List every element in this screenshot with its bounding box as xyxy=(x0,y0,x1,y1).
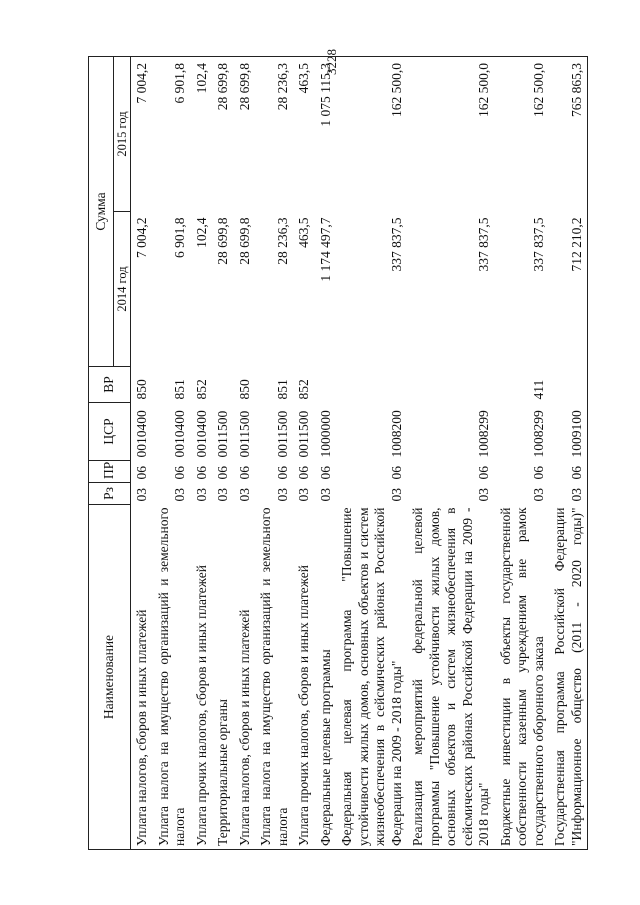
row-pr: 06 xyxy=(236,466,252,480)
header-name: Наименование xyxy=(89,505,131,850)
row-vr xyxy=(407,367,495,403)
row-csr: 0011500 xyxy=(274,410,290,458)
header-pr: ПР xyxy=(89,461,131,483)
row-rz: 03 xyxy=(193,488,209,502)
row-sum-2015: 6 901,8 xyxy=(153,56,191,211)
row-sum-2015: 102,4 xyxy=(191,56,213,211)
row-csr: 1000000 xyxy=(317,410,333,458)
budget-table-page xyxy=(88,57,584,850)
table-row xyxy=(255,56,293,849)
header-year-2014: 2014 год xyxy=(114,212,131,367)
row-name: Федеральные целевые программы xyxy=(315,505,337,850)
row-csr: 1008200 xyxy=(388,410,404,458)
row-vr xyxy=(336,367,407,403)
row-pr: 06 xyxy=(296,466,311,480)
row-rz: 03 xyxy=(549,483,588,505)
header-year-2015: 2015 год xyxy=(114,56,131,211)
row-vr xyxy=(549,367,588,403)
row-sum-2015: 28 236,3 xyxy=(255,56,293,211)
row-name: Уплата налога на имущество организаций и земельного налога xyxy=(153,505,191,850)
row-csr: 1009100 xyxy=(549,403,588,461)
budget-table xyxy=(88,56,588,850)
table-body xyxy=(131,56,588,849)
row-pr: 06 xyxy=(215,466,230,480)
row-vr: 850 xyxy=(236,379,252,400)
header-sum: Сумма xyxy=(89,56,114,366)
row-csr: 0011500 xyxy=(296,410,311,458)
row-rz: 03 xyxy=(215,488,230,502)
row-vr: 411 xyxy=(530,379,546,400)
table-row xyxy=(549,56,588,849)
row-name: Реализация мероприятий федеральной целевой программы "Повышение устойчивости жилых домов, основных объектов и систем жизнеобеспечения в сейсмических районах Российской Федерации на 2009 - 2018 годы" xyxy=(407,505,495,850)
row-name: Уплата налогов, сборов и иных платежей xyxy=(131,505,153,850)
row-name: Бюджетные инвестиции в объекты государственной собственности казенным учреждениям вне рамок государственного оборонного заказа xyxy=(495,505,550,850)
row-name: Уплата прочих налогов, сборов и иных платежей xyxy=(293,505,315,850)
row-rz: 03 xyxy=(134,488,149,502)
row-csr: 1008299 xyxy=(476,410,491,458)
row-csr: 0010400 xyxy=(172,410,187,458)
row-sum-2014: 337 837,5 xyxy=(476,217,491,272)
row-rz: 03 xyxy=(296,488,311,502)
row-sum-2014: 28 236,3 xyxy=(274,217,290,265)
row-sum-2015: 463,5 xyxy=(293,56,315,211)
row-sum-2015: 28 699,8 xyxy=(212,56,234,211)
row-rz: 03 xyxy=(172,488,187,502)
table-row xyxy=(407,56,495,849)
row-csr: 0010400 xyxy=(134,410,149,458)
row-rz: 03 xyxy=(274,488,290,502)
row-vr: 850 xyxy=(134,379,149,400)
row-pr: 06 xyxy=(274,466,290,480)
row-vr: 851 xyxy=(274,379,290,400)
row-vr xyxy=(315,367,337,403)
row-sum-2014: 463,5 xyxy=(296,217,311,248)
row-csr: 0011500 xyxy=(236,410,252,458)
row-sum-2014: 337 837,5 xyxy=(530,217,546,272)
row-name: Государственная программа Российской Федерации "Информационное общество (2011 - 2020 годы)" xyxy=(549,505,588,850)
row-sum-2015: 162 500,0 xyxy=(336,56,407,211)
header-rz: Рз xyxy=(89,483,131,505)
row-rz: 03 xyxy=(388,488,404,502)
table-row xyxy=(153,56,191,849)
row-pr: 06 xyxy=(317,466,333,480)
table-row xyxy=(293,56,315,849)
row-sum-2015: 7 004,2 xyxy=(131,56,153,211)
row-name: Территориальные органы xyxy=(212,505,234,850)
row-vr: 852 xyxy=(296,379,311,400)
row-pr: 06 xyxy=(476,466,491,480)
table-header xyxy=(89,56,131,849)
row-rz: 03 xyxy=(530,488,546,502)
row-csr: 0010400 xyxy=(193,410,209,458)
row-sum-2014: 712 210,2 xyxy=(549,212,588,367)
row-pr: 06 xyxy=(172,466,187,480)
row-pr: 06 xyxy=(134,466,149,480)
header-csr: ЦСР xyxy=(89,403,131,461)
row-sum-2015: 162 500,0 xyxy=(495,56,550,211)
row-vr: 851 xyxy=(172,379,187,400)
row-rz: 03 xyxy=(236,488,252,502)
row-sum-2015: 162 500,0 xyxy=(407,56,495,211)
row-sum-2014: 1 174 497,7 xyxy=(317,217,333,282)
row-name: Уплата прочих налогов, сборов и иных платежей xyxy=(191,505,213,850)
row-sum-2014: 28 699,8 xyxy=(215,217,230,265)
row-pr: 06 xyxy=(388,466,404,480)
row-sum-2014: 7 004,2 xyxy=(134,217,149,258)
page-number: 3228 xyxy=(324,49,339,75)
row-pr: 06 xyxy=(549,461,588,483)
table-row xyxy=(315,56,337,849)
row-rz: 03 xyxy=(317,488,333,502)
row-pr: 06 xyxy=(193,466,209,480)
table-row xyxy=(336,56,407,849)
row-sum-2015: 765 865,3 xyxy=(549,56,588,211)
row-sum-2014: 6 901,8 xyxy=(172,217,187,258)
row-sum-2015: 1 075 115,3 xyxy=(315,56,337,211)
row-sum-2014: 337 837,5 xyxy=(388,217,404,272)
row-sum-2015: 28 699,8 xyxy=(234,56,256,211)
table-row xyxy=(234,56,256,849)
row-vr xyxy=(212,367,234,403)
row-vr: 852 xyxy=(193,379,209,400)
table-row xyxy=(131,56,153,849)
row-name: Уплата налогов, сборов и иных платежей xyxy=(234,505,256,850)
row-pr: 06 xyxy=(530,466,546,480)
row-name: Уплата налога на имущество организаций и земельного налога xyxy=(255,505,293,850)
table-row xyxy=(495,56,550,849)
row-name: Федеральная целевая программа "Повышение устойчивости жилых домов, основных объектов и систем жизнеобеспечения в сейсмических районах Российской Федерации на 2009 - 2018 годы" xyxy=(336,505,407,850)
row-sum-2014: 102,4 xyxy=(193,217,209,248)
table-row xyxy=(191,56,213,849)
row-csr: 0011500 xyxy=(215,410,230,458)
row-sum-2014: 28 699,8 xyxy=(236,217,252,265)
row-rz: 03 xyxy=(476,488,491,502)
row-csr: 1008299 xyxy=(530,410,546,458)
table-row xyxy=(212,56,234,849)
header-vr: ВР xyxy=(89,367,131,403)
